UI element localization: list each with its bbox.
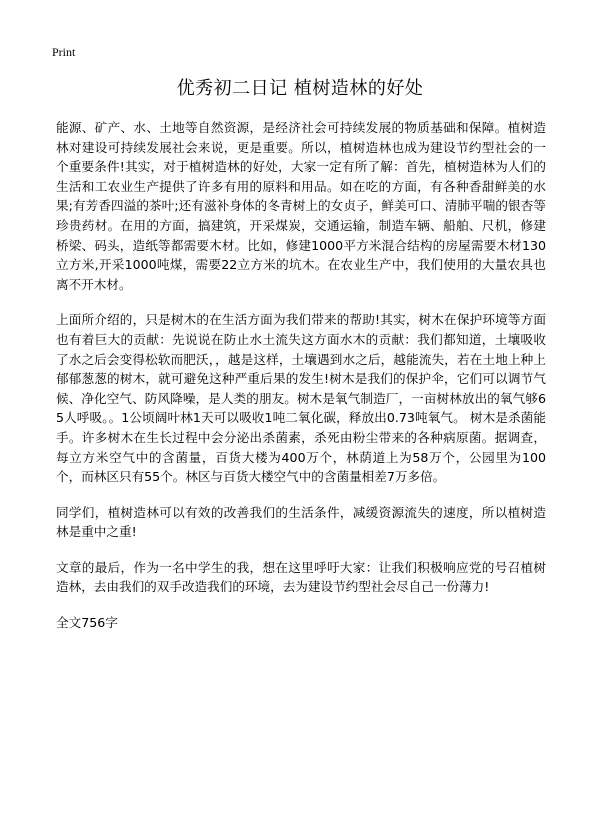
paragraph: 上面所介绍的，只是树木的在生活方面为我们带来的帮助!其实，树木在保护环境等方面也有着巨大的贡献：先说说在防止水土流失这方面水木的贡献：我们都知道，土壤吸收了水之后会变得松软而肥沃，，越是这样，土壤遇到水之后，越能流失，若在土地上种上郁郁葱葱的树木，就可避免这种严重后果的发生!树木是我们的保护伞，它们可以调节气候、净化空气、防风降噪，是人类的朋友。树木是氧气制造厂，一亩树林放出的氧气够65人呼吸。。1公顷阔叶林1天可以吸收1吨二氧化碳，释放出0.73吨氧气。 树木是杀菌能手。许多树木在生长过程中会分泌出杀菌素，杀死由粉尘带来的各种病原菌。据调查，每立方米空气中的含菌量，百货大楼为400万个，林荫道上为58万个，公园里为100个，而林区只有55个。林区与百货大楼空气中的含菌量相差7万多倍。 bbox=[56, 312, 546, 485]
article-body bbox=[56, 118, 546, 633]
article-title: 优秀初二日记 植树造林的好处 bbox=[176, 78, 424, 99]
paragraph: 能源、矿产、水、土地等自然资源，是经济社会可持续发展的物质基础和保障。植树造林对建设可持续发展社会来说，更是重要。所以，植树造林也成为建设节约型社会的一个重要条件!其实，对于植树造林的好处，大家一定有所了解：首先，植树造林为人们的生活和工农业生产提供了许多有用的原料和用品。如在吃的方面，有各种香甜鲜美的水果;有芳香四溢的茶叶;还有滋补身体的冬青树上的女贞子，鲜美可口、清肺平喘的银杏等珍贵药材。在用的方面，搞建筑，开采煤炭，交通运输，制造车辆、船舶、尺机，修建桥梁、码头，造纸等都需要木材。比如，修建1000平方米混合结构的房屋需要木材130立方米,开采1000吨煤，需要22立方米的坑木。在农业生产中，我们使用的大量农具也离不开木材。 bbox=[56, 120, 546, 292]
paragraph: 同学们，植树造林可以有效的改善我们的生活条件，减缓资源流失的速度，所以植树造林是重中之重! bbox=[56, 504, 546, 540]
word-count: 全文756字 bbox=[56, 615, 118, 631]
print-link[interactable]: Print bbox=[52, 45, 76, 59]
paragraph: 文章的最后，作为一名中学生的我，想在这里呼吁大家：让我们积极响应党的号召植树造林，去由我们的双手改造我们的环境，去为建设节约型社会尽自己一份薄力! bbox=[56, 559, 546, 595]
